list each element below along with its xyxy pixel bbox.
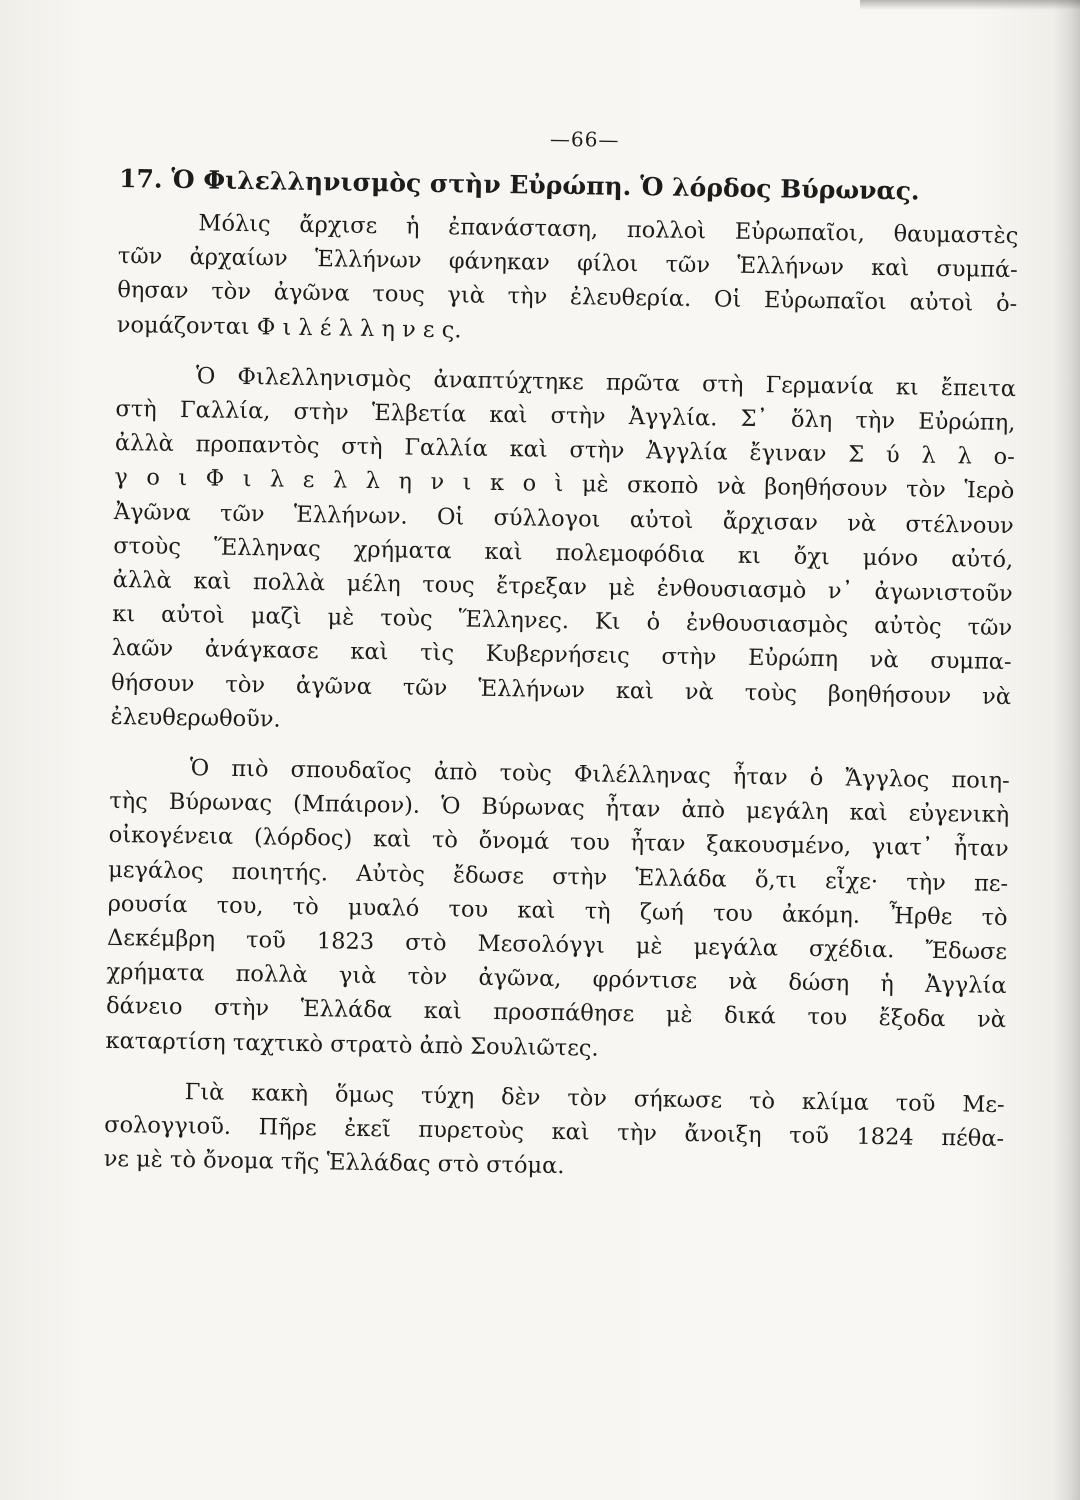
chapter-heading: 17. Ὁ Φιλελληνισμὸς στὴν Εὐρώπη. Ὁ λόρδος Βύρωνας. — [118, 163, 920, 206]
text-line: δάνειο στὴν Ἑλλάδα καὶ προσπάθησε μὲ δικά του ἔξοδα νὰ — [105, 993, 1007, 1034]
paragraph-2 — [110, 358, 1016, 748]
text-line: νε μὲ τὸ ὄνομα τῆς Ἑλλάδας στὸ στόμα. — [103, 1146, 565, 1180]
text-line: θήσουν τὸν ἀγῶνα τῶν Ἑλλήνων καὶ νὰ τοὺς βοηθήσουν νὰ — [110, 669, 1012, 710]
text-line: Ἀγῶνα τῶν Ἑλλήνων. Οἱ σύλλογοι αὐτοὶ ἄρχισαν νὰ στέλνουν — [113, 498, 1014, 539]
paragraph-4 — [103, 1074, 1005, 1191]
text-line: κι αὐτοὶ μαζὶ μὲ τοὺς Ἕλληνες. Κι ὁ ἐνθουσιασμὸς αὐτὸς τῶν — [112, 601, 1013, 642]
paragraph-3 — [105, 750, 1010, 1072]
paragraph-1 — [117, 205, 1019, 356]
text-line: καταρτίση ταχτικὸ στρατὸ ἀπὸ Σουλιῶτες. — [105, 1027, 599, 1062]
text-line: Δεκέμβρη τοῦ 1823 στὸ Μεσολόγγι μὲ μεγάλα σχέδια. Ἔδωσε — [106, 924, 1008, 966]
text-line: Γιὰ κακὴ ὅμως τύχη δὲν τὸν σήκωσε τὸ κλίμα τοῦ Με- — [184, 1079, 1005, 1118]
text-line: Ὁ πιὸ σπουδαῖος ἀπὸ τοὺς Φιλέλληνας ἦταν ὁ Ἄγγλος ποιη- — [189, 755, 1010, 795]
text-line: νομάζονται Φ ι λ έ λ λ η ν ε ς. — [116, 311, 462, 343]
text-line: ἐλευθερωθοῦν. — [110, 703, 281, 733]
text-line: ρουσία του, τὸ μυαλό του καὶ τὴ ζωή του ἀκόμη. Ἦρθε τὸ — [107, 890, 1008, 931]
text-line: χρήματα πολλὰ γιὰ τὸν ἀγῶνα, φρόντισε νὰ δώση ἡ Ἀγγλία — [106, 959, 1007, 1000]
text-line: γ ο ι Φ ι λ ε λ λ η ν ι κ ο ὶ μὲ σκοπὸ νὰ βοηθήσουν τὸν Ἱερὸ — [114, 464, 1015, 505]
page-text-block — [103, 120, 1019, 1190]
text-line: ἀλλὰ προπαντὸς στὴ Γαλλία καὶ στὴν Ἀγγλία ἔγιναν Σ ύ λ λ ο- — [114, 430, 1016, 471]
page-number: —66— — [549, 126, 620, 152]
text-line: ἀλλὰ καὶ πολλὰ μέλη τους ἔτρεξαν μὲ ἐνθουσιασμὸ ν᾿ ἀγωνιστοῦν — [112, 566, 1013, 608]
text-line: μεγάλος ποιητής. Αὐτὸς ἔδωσε στὴν Ἑλλάδα ὅ,τι εἶχε· τὴν πε- — [108, 856, 1009, 897]
text-line: θησαν τὸν ἀγῶνα τους γιὰ τὴν ἐλευθερία. Οἱ Εὐρωπαῖοι αὐτοὶ ὀ- — [117, 277, 1018, 318]
text-line: τῶν ἀρχαίων Ἑλλήνων φάνηκαν φίλοι τῶν Ἑλλήνων καὶ συμπά- — [117, 243, 1018, 284]
text-line: στὴ Γαλλία, στὴν Ἑλβετία καὶ στὴν Ἀγγλία. Σ᾿ ὅλη τὴν Εὐρώπη, — [115, 395, 1016, 437]
page-right-edge-shadow — [1054, 0, 1080, 1500]
text-line: σολογγιοῦ. Πῆρε ἐκεῖ πυρετοὺς καὶ τὴν ἄνοιξη τοῦ 1824 πέθα- — [104, 1111, 1005, 1153]
page-top-shadow — [860, 0, 1080, 10]
text-line: Ὁ Φιλελληνισμὸς ἀναπτύχτηκε πρῶτα στὴ Γερμανία κι ἔπειτα — [195, 363, 1017, 402]
text-line: Μόλις ἄρχισε ἡ ἐπανάσταση, πολλοὶ Εὐρωπαῖοι, θαυμαστὲς — [198, 210, 1019, 250]
text-line: στοὺς Ἕλληνας χρήματα καὶ πολεμοφόδια κι ὄχι μόνο αὐτό, — [113, 532, 1014, 573]
text-line: οἰκογένεια (λόρδος) καὶ τὸ ὄνομά του ἦταν ξακουσμένο, γιατ᾿ ἦταν — [108, 822, 1009, 863]
text-line: τὴς Βύρωνας (Μπάιρον). Ὁ Βύρωνας ἦταν ἀπὸ μεγάλη καὶ εὐγενικὴ — [109, 788, 1010, 829]
text-line: λαῶν ἀνάγκασε καὶ τὶς Κυβερνήσεις στὴν Εὐρώπη νὰ συμπα- — [111, 635, 1012, 676]
